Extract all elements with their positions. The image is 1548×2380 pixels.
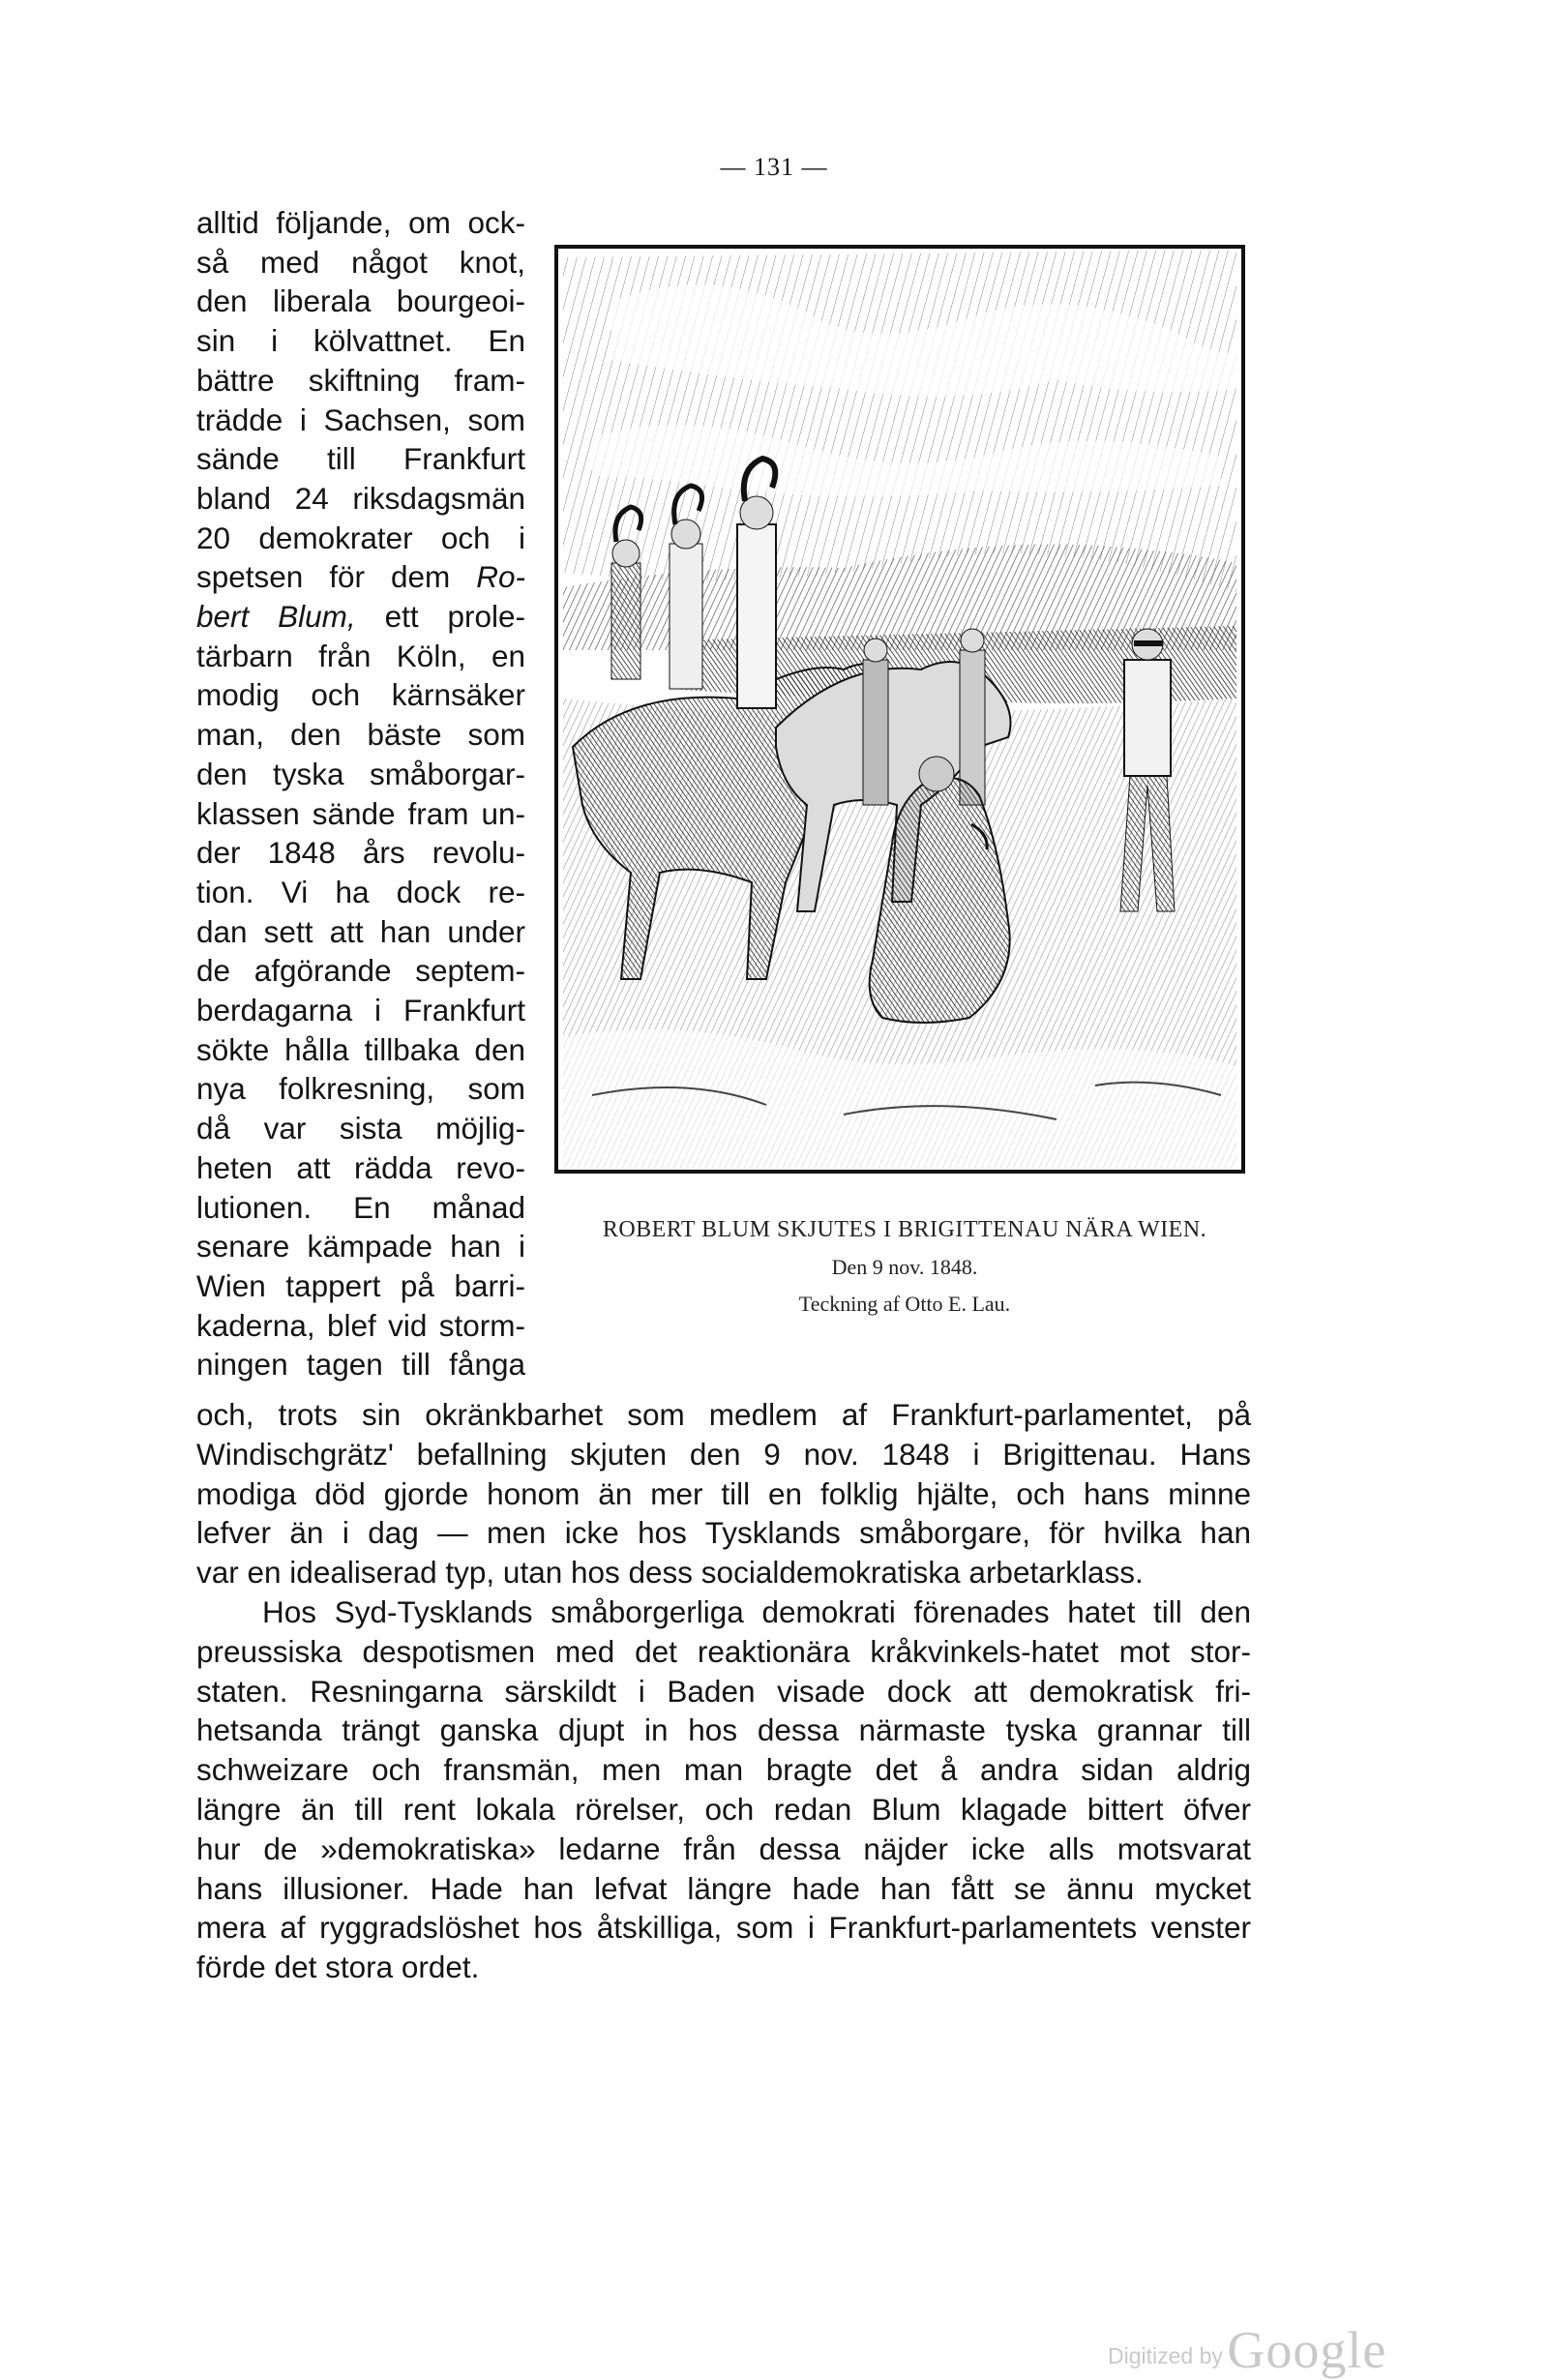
text-line: sin i kölvattnet. En (196, 323, 525, 359)
text-line: der 1848 års revolu- (196, 835, 525, 871)
text-line: alltid följande, om ock- (196, 205, 525, 240)
text-line: heten att rädda revo- (196, 1149, 525, 1185)
text-line: ningen tagen till fånga (196, 1347, 525, 1383)
text-line: modig och kärnsäker (196, 677, 525, 713)
text-line: sökte hålla tillbaka den (196, 1031, 525, 1067)
paragraph-start-line: Hos Syd-Tysklands småborgerliga demokrati förenades hatet till den (262, 1593, 1251, 1629)
google-logo: Google (1227, 2321, 1387, 2379)
text-line: hur de »demokratiska» ledarne från dessa näjder icke alls motsvarat (196, 1830, 1251, 1866)
text-line: då var sista möjlig- (196, 1111, 525, 1146)
google-watermark (1108, 2320, 1386, 2380)
text-line: förde det stora ordet. (196, 1949, 480, 1985)
text-line: tärbarn från Köln, en (196, 638, 525, 673)
page-number: — 131 — (720, 153, 828, 181)
text-line: mera af ryggradslöshet hos åtskilliga, som i Frankfurt-parlamentets venster (196, 1910, 1251, 1946)
caption-credit: Teckning af Otto E. Lau. (798, 1292, 1011, 1316)
text-line: längre än till rent lokala rörelser, och redan Blum klagade bittert öfver (196, 1791, 1251, 1827)
caption-title: ROBERT BLUM SKJUTES I BRIGITTENAU NÄRA WIEN. (602, 1217, 1207, 1242)
text-line: Windischgrätz' befallning skjuten den 9 nov. 1848 i Brigittenau. Hans (196, 1436, 1251, 1472)
text-line: man, den bäste som (196, 717, 525, 753)
text-line: och, trots sin okränkbarhet som medlem af Frankfurt-parlamentet, på (196, 1397, 1251, 1432)
text-line: dan sett att han under (196, 913, 525, 949)
illustration-execution-scene (553, 244, 1246, 1175)
text-line: lefver än i dag — men icke hos Tysklands småborgare, för hvilka han (196, 1515, 1251, 1551)
text-line: berdagarna i Frankfurt (196, 993, 525, 1028)
text-line: klassen sände fram un- (196, 795, 525, 831)
text-line: schweizare och fransmän, men man bragte det å andra sidan aldrig (196, 1752, 1251, 1788)
text-line: senare kämpade han i (196, 1229, 525, 1264)
text-line: nya folkresning, som (196, 1071, 525, 1107)
text-line: hans illusioner. Hade han lefvat längre hade han fått se ännu mycket (196, 1870, 1251, 1906)
text-line: bland 24 riksdagsmän (196, 480, 525, 516)
engraving-illustration (553, 244, 1246, 1175)
text-line: trädde i Sachsen, som (196, 402, 525, 437)
text-segment: spetsen för dem (196, 559, 477, 595)
text-line: 20 demokrater och i (196, 520, 525, 555)
text-line: den tyska småborgar- (196, 756, 525, 791)
text-line: var en idealiserad typ, utan hos dess socialdemokratiska arbetarklass. (196, 1555, 1144, 1591)
text-line: hetsanda trängt ganska djupt in hos dessa närmaste tyska grannar till (196, 1712, 1251, 1748)
figure-caption (542, 1217, 1267, 1317)
text-line: så med något knot, (196, 244, 525, 280)
text-line: de afgörande septem- (196, 953, 525, 989)
name-robert-blum: bert Blum, (196, 599, 356, 635)
text-line (196, 597, 525, 637)
narrow-text-column (196, 203, 525, 1384)
watermark-prefix: Digitized by (1108, 2343, 1223, 2368)
caption-date: Den 9 nov. 1848. (831, 1255, 978, 1279)
text-line: lutionen. En månad (196, 1189, 525, 1225)
text-line: staten. Resningarna särskildt i Baden visade dock att demokratisk fri- (196, 1673, 1251, 1709)
text-line: preussiska despotismen med det reaktionära kråkvinkels-hatet mot stor- (196, 1633, 1251, 1669)
text-line: kaderna, blef vid storm- (196, 1307, 525, 1343)
text-line: tion. Vi ha dock re- (196, 874, 525, 909)
text-line (196, 557, 525, 597)
text-line: modiga död gjorde honom än mer till en folklig hjälte, och hans minne (196, 1475, 1251, 1511)
name-robert-blum-part: Ro- (476, 559, 525, 595)
text-segment: ett prole- (355, 599, 525, 635)
text-line: bättre skiftning fram- (196, 362, 525, 398)
text-line: Wien tappert på barri- (196, 1267, 525, 1303)
text-line: den liberala bourgeoi- (196, 283, 525, 319)
text-line: sände till Frankfurt (196, 441, 525, 477)
full-width-text (196, 1395, 1251, 1987)
